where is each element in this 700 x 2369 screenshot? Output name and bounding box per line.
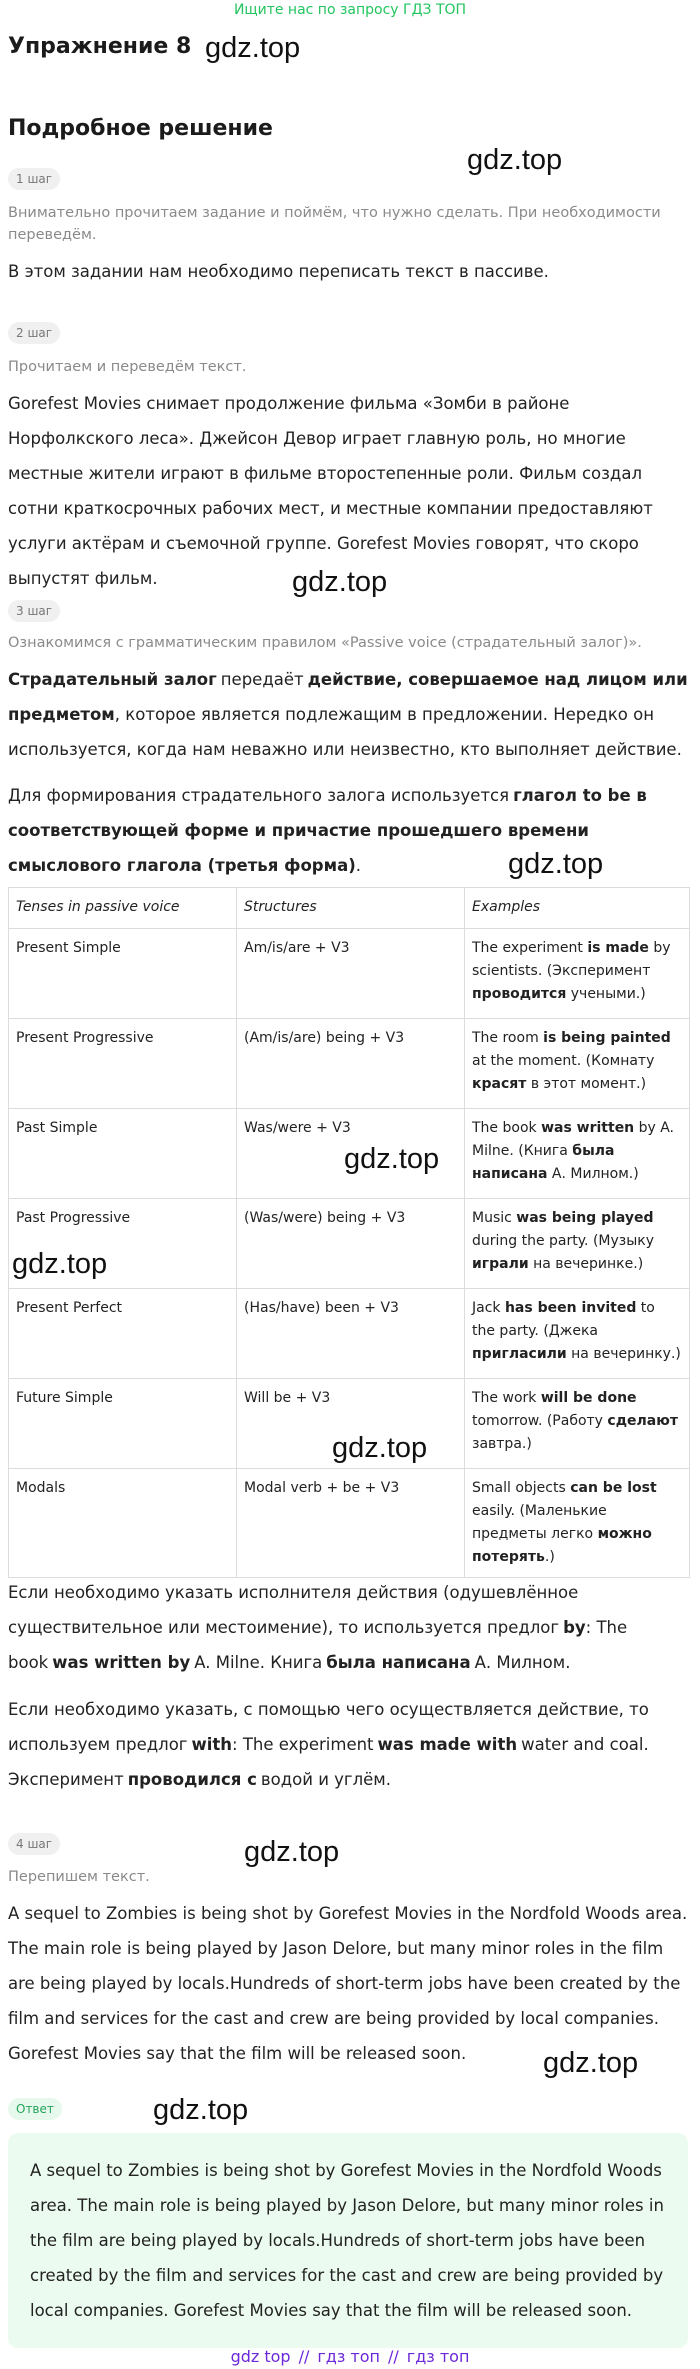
example-verb: was being played xyxy=(516,1210,654,1226)
example-text: Music xyxy=(472,1210,517,1226)
watermark: gdz.top xyxy=(508,848,604,880)
search-banner: Ищите нас по запросу ГДЗ ТОП xyxy=(233,2,467,18)
example-text: в этот момент.) xyxy=(526,1076,647,1092)
example-verb: красят xyxy=(472,1076,527,1092)
footer-link[interactable]: гдз топ xyxy=(317,2347,380,2366)
instrument-verb: was made with xyxy=(377,1735,518,1754)
example-verb: играли xyxy=(472,1256,529,1272)
answer-badge: Ответ xyxy=(8,2098,62,2120)
example-cell xyxy=(465,1109,690,1199)
rule-text: передаёт xyxy=(220,670,304,689)
example-text: учеными.) xyxy=(566,986,646,1002)
tense-cell: Future Simple xyxy=(9,1379,237,1469)
watermark: gdz.top xyxy=(205,32,301,64)
example-text: during the party. (Музыку xyxy=(472,1233,655,1249)
example-verb: can be lost xyxy=(570,1480,657,1496)
example-text: The book xyxy=(472,1120,542,1136)
footer-separator: // xyxy=(388,2347,399,2366)
structure-cell: (Was/were) being + V3 xyxy=(237,1199,465,1289)
formation-text: . xyxy=(355,856,361,875)
step-badge: 3 шаг xyxy=(8,600,60,622)
footer-links xyxy=(0,2346,700,2368)
watermark: gdz.top xyxy=(467,144,563,176)
agent-text: A. Milne. Книга xyxy=(194,1653,323,1672)
step-badge: 1 шаг xyxy=(8,168,60,190)
watermark: gdz.top xyxy=(244,1836,340,1868)
watermark: gdz.top xyxy=(153,2094,249,2126)
example-text: easily. (Маленькие предметы легко xyxy=(472,1503,607,1542)
table-header: Tenses in passive voice xyxy=(9,888,237,929)
rule-paragraph xyxy=(8,662,688,767)
example-cell xyxy=(465,1379,690,1469)
example-cell xyxy=(465,1019,690,1109)
table-row xyxy=(9,1019,690,1109)
example-text: А. Милном.) xyxy=(547,1166,639,1182)
example-cell xyxy=(465,1289,690,1379)
instrument-paragraph xyxy=(8,1692,688,1797)
example-verb: была написана xyxy=(472,1143,615,1182)
tense-cell: Present Simple xyxy=(9,929,237,1019)
structure-cell: Will be + V3 xyxy=(237,1379,465,1469)
answer-box: A sequel to Zombies is being shot by Gorefest Movies in the Nordfold Woods area. The main role is being played by Jason Delore, but many minor roles in the film are being played by locals.Hundreds of short-term jobs have been created by the film and services for the cast and crew are being provided by local companies. Gorefest Movies say that the film will be released soon. xyxy=(8,2133,688,2348)
footer-link[interactable]: гдз топ xyxy=(406,2347,470,2366)
example-verb: will be done xyxy=(540,1390,637,1406)
example-text: завтра.) xyxy=(472,1436,532,1452)
instrument-text: : The experiment xyxy=(232,1735,374,1754)
passive-voice-table xyxy=(8,887,690,1578)
watermark: gdz.top xyxy=(344,1143,440,1175)
example-verb: проводится xyxy=(472,986,567,1002)
solution-title: Подробное решение xyxy=(8,116,273,141)
example-text: на вечеринку.) xyxy=(566,1346,681,1362)
rule-term: Страдательный залог xyxy=(8,670,217,689)
example-verb: is made xyxy=(587,940,649,956)
instrument-preposition: with xyxy=(191,1735,233,1754)
example-text: tomorrow. (Работу xyxy=(472,1413,608,1429)
example-verb: сделают xyxy=(607,1413,678,1429)
footer-link[interactable]: gdz top xyxy=(230,2347,291,2366)
formation-text: Для формирования страдательного залога используется xyxy=(8,786,510,805)
agent-text: Если необходимо указать исполнителя действия (одушевлённое существительное или местоимение), то используется предлог xyxy=(8,1583,579,1637)
table-header-row xyxy=(9,888,690,929)
example-text: at the moment. (Комнату xyxy=(472,1053,655,1069)
structure-cell: (Am/is/are) being + V3 xyxy=(237,1019,465,1109)
table-row xyxy=(9,1469,690,1578)
instrument-text: Если необходимо указать, с помощью чего осуществляется действие, то используем предлог xyxy=(8,1700,649,1754)
tense-cell: Past Simple xyxy=(9,1109,237,1199)
footer-separator: // xyxy=(298,2347,310,2366)
example-cell xyxy=(465,1469,690,1578)
example-text: .) xyxy=(544,1549,555,1565)
structure-cell: Was/were + V3 xyxy=(237,1109,465,1199)
example-cell xyxy=(465,929,690,1019)
example-verb: пригласили xyxy=(472,1346,567,1362)
step-text: Gorefest Movies снимает продолжение фильма «Зомби в районе Норфолкского леса». Джейсон Девор играет главную роль, но многие местные жители играют в фильме второстепенные роли. Фильм создал сотни краткосрочных рабочих мест, и местные компании предоставляют услуги актёрам и съемочной группе. Gorefest Movies говорят, что скоро выпустят фильм. xyxy=(8,394,653,588)
example-text: by scientists. (Эксперимент xyxy=(472,940,671,979)
table-row xyxy=(9,929,690,1019)
formation-rule: глагол to be в соответствующей форме и причастие прошедшего времени смыслового глагола (третья форма) xyxy=(8,786,647,875)
tense-cell: Past Progressive xyxy=(9,1199,237,1289)
structure-cell: (Has/have) been + V3 xyxy=(237,1289,465,1379)
watermark: gdz.top xyxy=(292,566,388,598)
example-verb: is being painted xyxy=(543,1030,671,1046)
agent-text: А. Милном. xyxy=(474,1653,571,1672)
exercise-title: Упражнение 8 xyxy=(8,34,192,59)
example-text: на вечеринке.) xyxy=(528,1256,644,1272)
tense-cell: Present Progressive xyxy=(9,1019,237,1109)
table-row xyxy=(9,1199,690,1289)
agent-paragraph xyxy=(8,1575,688,1680)
step-hint: Прочитаем и переведём текст. xyxy=(8,359,247,375)
agent-verb: was written by xyxy=(52,1653,191,1672)
watermark: gdz.top xyxy=(543,2047,639,2079)
example-verb: можно потерять xyxy=(472,1526,652,1565)
watermark: gdz.top xyxy=(12,1248,108,1280)
example-text: The work xyxy=(472,1390,541,1406)
example-text: The experiment xyxy=(472,940,588,956)
rule-definition: действие, совершаемое над лицом или предметом xyxy=(8,670,688,724)
watermark: gdz.top xyxy=(332,1432,428,1464)
example-text: The room xyxy=(472,1030,544,1046)
rule-text: , которое является подлежащим в предложении. Нередко он используется, когда нам неважно или неизвестно, кто выполняет действие. xyxy=(8,705,682,759)
example-text: by A. Milne. (Книга xyxy=(472,1120,675,1159)
agent-text: : The book xyxy=(8,1618,628,1672)
step-hint: Перепишем текст. xyxy=(8,1869,150,1885)
example-text: Small objects xyxy=(472,1480,571,1496)
step-text: A sequel to Zombies is being shot by Gorefest Movies in the Nordfold Woods area. The main role is being played by Jason Delore, but many minor roles in the film are being played by locals.Hundreds of short-term jobs have been created by the film and services for the cast and crew are being provided by local companies. Gorefest Movies say that the film will be released soon. xyxy=(8,1904,688,2063)
instrument-text: water and coal. Эксперимент xyxy=(8,1735,649,1789)
example-text: to the party. (Джека xyxy=(472,1300,655,1339)
example-cell xyxy=(465,1199,690,1289)
tense-cell: Present Perfect xyxy=(9,1289,237,1379)
table-header: Examples xyxy=(465,888,690,929)
instrument-text: водой и углём. xyxy=(260,1770,391,1789)
table-header: Structures xyxy=(237,888,465,929)
example-verb: was written xyxy=(541,1120,635,1136)
structure-cell: Modal verb + be + V3 xyxy=(237,1469,465,1578)
step-hint: Ознакомимся с грамматическим правилом «Passive voice (страдательный залог)». xyxy=(8,635,642,651)
table-row xyxy=(9,1289,690,1379)
agent-preposition: by xyxy=(563,1618,586,1637)
step-badge: 2 шаг xyxy=(8,322,60,344)
instrument-verb: проводился с xyxy=(127,1770,257,1789)
step-badge: 4 шаг xyxy=(8,1833,60,1855)
step-hint: Внимательно прочитаем задание и поймём, что нужно сделать. При необходимости переведём. xyxy=(8,205,661,243)
example-text: Jack xyxy=(472,1300,505,1316)
step-text: В этом задании нам необходимо переписать текст в пассиве. xyxy=(8,262,549,281)
tense-cell: Modals xyxy=(9,1469,237,1578)
agent-verb: была написана xyxy=(326,1653,471,1672)
example-verb: has been invited xyxy=(504,1300,637,1316)
structure-cell: Am/is/are + V3 xyxy=(237,929,465,1019)
